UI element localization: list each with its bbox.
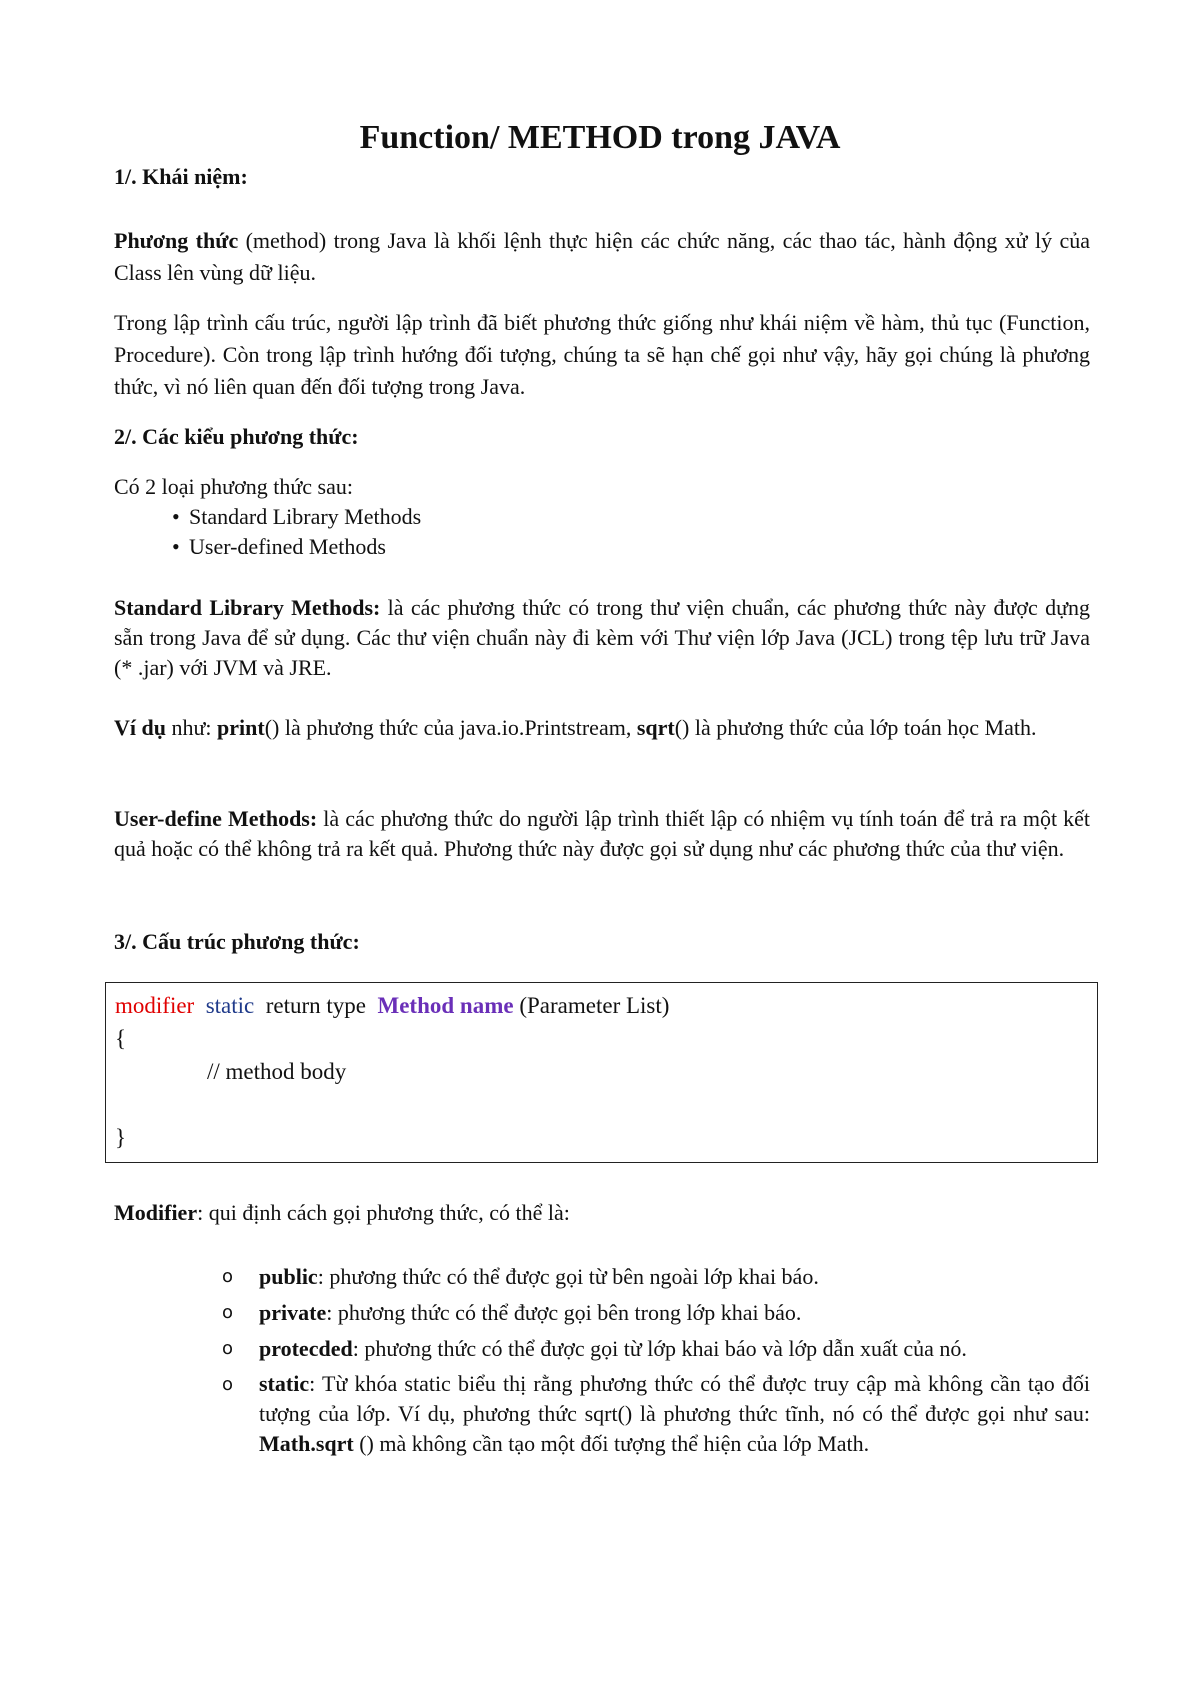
modifier-paragraph [114,1197,1090,1229]
section-2-heading: 2/. Các kiểu phương thức: [114,424,359,449]
s2-standard-paragraph [114,593,1090,683]
modifier-desc: : phương thức có thể được gọi từ bên ngoài lớp khai báo. [317,1264,819,1289]
circle-bullet-icon: o [222,1302,234,1323]
list-item [222,1369,1090,1459]
modifier-keyword: public [259,1264,318,1289]
modifier-list [222,1261,1090,1463]
s1-paragraph-1 [114,225,1090,289]
s2-std-bold: Standard Library Methods: [114,595,381,620]
method-types-list [172,502,421,562]
list-item [222,1297,1090,1329]
s2-example-paragraph [114,713,1090,743]
list-item: • User-defined Methods [172,532,421,562]
code-line-signature [115,989,1097,1022]
code-line-comment: // method body [207,1059,347,1084]
s2-userdefine-paragraph [114,804,1090,864]
code-method-name: Method name [377,993,514,1018]
modifier-keyword: protecded [259,1336,353,1361]
modifier-desc: : Từ khóa static biểu thị rằng phương thức có thể được truy cập mà không cần tạo đối tượng của lớp. Ví dụ, phương thức sqrt() là phương thức tĩnh, nó có thể được gọi như sau: [259,1371,1090,1426]
code-line-close: } [115,1125,127,1150]
section-3-heading: 3/. Cấu trúc phương thức: [114,929,360,954]
s2-ex-sqrt: sqrt [636,715,675,740]
s2-ex-text-2: () là phương thức của java.io.Printstream, [264,715,637,740]
modifier-keyword: static [259,1371,310,1396]
section-1-heading: 1/. Khái niệm: [114,164,248,189]
list-item: • Standard Library Methods [172,502,421,532]
s2-ex-bold: Ví dụ [114,715,166,740]
circle-bullet-icon: o [222,1338,234,1359]
modifier-bold: Modifier [114,1200,198,1225]
s2-ex-text-1: như: [165,715,218,740]
method-syntax-box [105,982,1098,1163]
s2-ex-print: print [217,715,265,740]
s2-ex-text-3: () là phương thức của lớp toán học Math. [674,715,1037,740]
page-title: Function/ METHOD trong JAVA [359,119,841,156]
code-line-blank [115,1088,1097,1121]
s2-ud-bold: User-define Methods: [114,806,318,831]
list-item [222,1333,1090,1365]
circle-bullet-icon: o [222,1266,234,1287]
code-modifier: modifier [115,993,195,1018]
modifier-desc: : phương thức có thể được gọi từ lớp khai báo và lớp dẫn xuất của nó. [352,1336,967,1361]
s2-intro: Có 2 loại phương thức sau: [114,474,353,499]
code-line-open: { [115,1026,127,1051]
s1-p1-text: (method) trong Java là khối lệnh thực hiện các chức năng, các thao tác, hành động xử lý của Class lên vùng dữ liệu. [114,228,1090,285]
s1-p1-bold: Phương thức [114,228,239,253]
circle-bullet-icon: o [222,1374,234,1395]
code-params: (Parameter List) [519,993,670,1018]
modifier-desc: : phương thức có thể được gọi bên trong lớp khai báo. [326,1300,802,1325]
modifier-desc-2: () mà không cần tạo một đối tượng thể hiện của lớp Math. [353,1431,870,1456]
modifier-keyword: private [259,1300,327,1325]
s2-ud-text: là các phương thức do người lập trình thiết lập có nhiệm vụ tính toán để trả ra một kết quả hoặc có thể không trả ra kết quả. Phương thức này được gọi sử dụng như các phương thức của thư viện. [114,806,1090,861]
list-item [222,1261,1090,1293]
code-static: static [205,993,255,1018]
s1-paragraph-2: Trong lập trình cấu trúc, người lập trình đã biết phương thức giống như khái niệm về hàm, thủ tục (Function, Procedure). Còn trong lập trình hướng đối tượng, chúng ta sẽ hạn chế gọi như vậy, hãy gọi chúng là phương thức, vì nó liên quan đến đối tượng trong Java. [114,310,1090,399]
modifier-text: : qui định cách gọi phương thức, có thể là: [197,1200,570,1225]
code-return-type: return type [265,993,367,1018]
s2-std-text: là các phương thức có trong thư viện chuẩn, các phương thức này được dựng sẵn trong Java để sử dụng. Các thư viện chuẩn này đi kèm với Thư viện lớp Java (JCL) trong tệp lưu trữ Java (* .jar) với JVM và JRE. [114,595,1091,680]
math-sqrt-code: Math.sqrt [259,1431,354,1456]
